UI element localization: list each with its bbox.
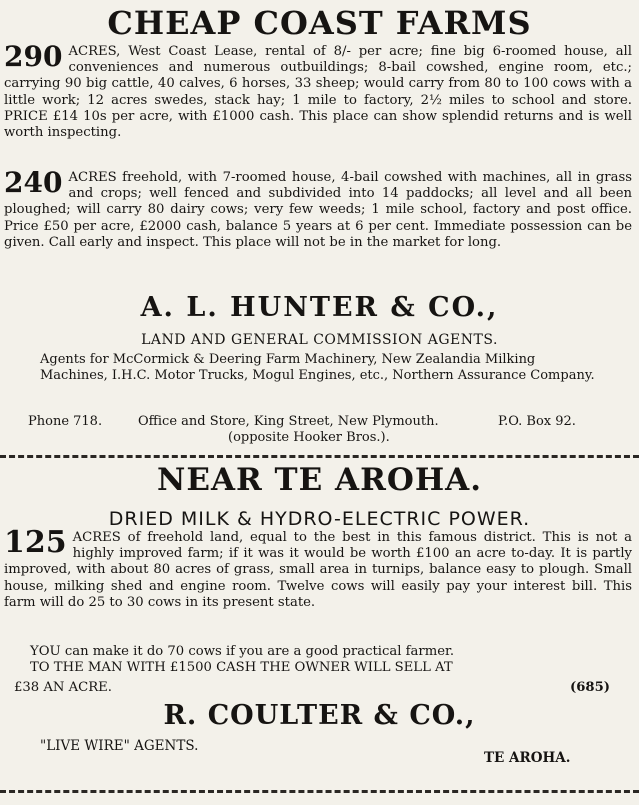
address-note: (opposite Hooker Bros.). (228, 430, 390, 445)
listing-acres-number: 125 (4, 525, 67, 560)
ad2-title: NEAR TE AROHA. (156, 462, 482, 498)
listing-text: ACRES freehold, with 7-roomed house, 4-bail cowshed with machines, all in grass and crops; well fenced and subdivided into 14 paddocks; all level and all been ploughed; will carry 80 dairy cows; very few weeds; 1 mile school, factory and post office. Price £50 per acre, £2000 cash, balance 5 years at 6 per cent. Immediate possession can be given. Call early and inspect. This place will not be in the market for long. (4, 170, 632, 250)
ad1-title: CHEAP COAST FARMS (107, 4, 532, 42)
firm-name-hunter: A. L. HUNTER & CO., (140, 292, 499, 323)
town-name: TE AROHA. (484, 750, 571, 766)
offer-line: TO THE MAN WITH £1500 CASH THE OWNER WILL SELL AT (30, 660, 453, 675)
pitch-line: YOU can make it do 70 cows if you are a good practical farmer. (30, 644, 455, 659)
po-box: P.O. Box 92. (498, 414, 576, 429)
listing-acres-number: 240 (4, 166, 63, 199)
agents-list: Agents for McCormick & Deering Farm Machinery, New Zealandia Milking Machines, I.H.C. Motor Trucks, Mogul Engines, etc., Northern Assurance Company. (40, 352, 595, 383)
ad2-subtitle: DRIED MILK & HYDRO-ELECTRIC POWER. (108, 508, 531, 530)
firm-subtitle: LAND AND GENERAL COMMISSION AGENTS. (141, 332, 498, 348)
listing-125-acres (4, 525, 632, 611)
agents-tagline: "LIVE WIRE" AGENTS. (40, 738, 199, 754)
listing-text: ACRES of freehold land, equal to the best in this famous district. This is not a highly improved farm; if it was it would be worth £100 an acre to-day. It is partly improved, with about 80 acres of grass, small area in turnips, balance easy to plough. Small house, milking shed and engine room. Twelve cows will easily pay your interest bill. This farm will do 25 to 30 cows in its present state. (4, 530, 632, 610)
firm-name-coulter: R. COULTER & CO., (163, 700, 476, 731)
ad-reference-number: (685) (570, 680, 611, 695)
office-address: Office and Store, King Street, New Plymouth. (138, 414, 439, 429)
bottom-divider (0, 790, 639, 793)
ad-divider (0, 455, 639, 458)
listing-text: ACRES, West Coast Lease, rental of 8/- per acre; fine big 6-roomed house, all conveniences and numerous outbuildings; 8-bail cowshed, engine room, etc.; carrying 90 big cattle, 40 calves, 6 horses, 33 sheep; would carry from 80 to 100 cows with a little work; 12 acres swedes, stack hay; 1 mile to factory, 2½ miles to school and store. PRICE £14 10s per acre, with £1000 cash. This place can show splendid returns and is well worth inspecting. (4, 44, 632, 141)
listing-240-acres (4, 166, 632, 251)
listing-acres-number: 290 (4, 40, 63, 73)
phone-number: Phone 718. (28, 414, 103, 429)
listing-290-acres (4, 40, 632, 141)
price-per-acre: £38 AN ACRE. (14, 680, 112, 695)
